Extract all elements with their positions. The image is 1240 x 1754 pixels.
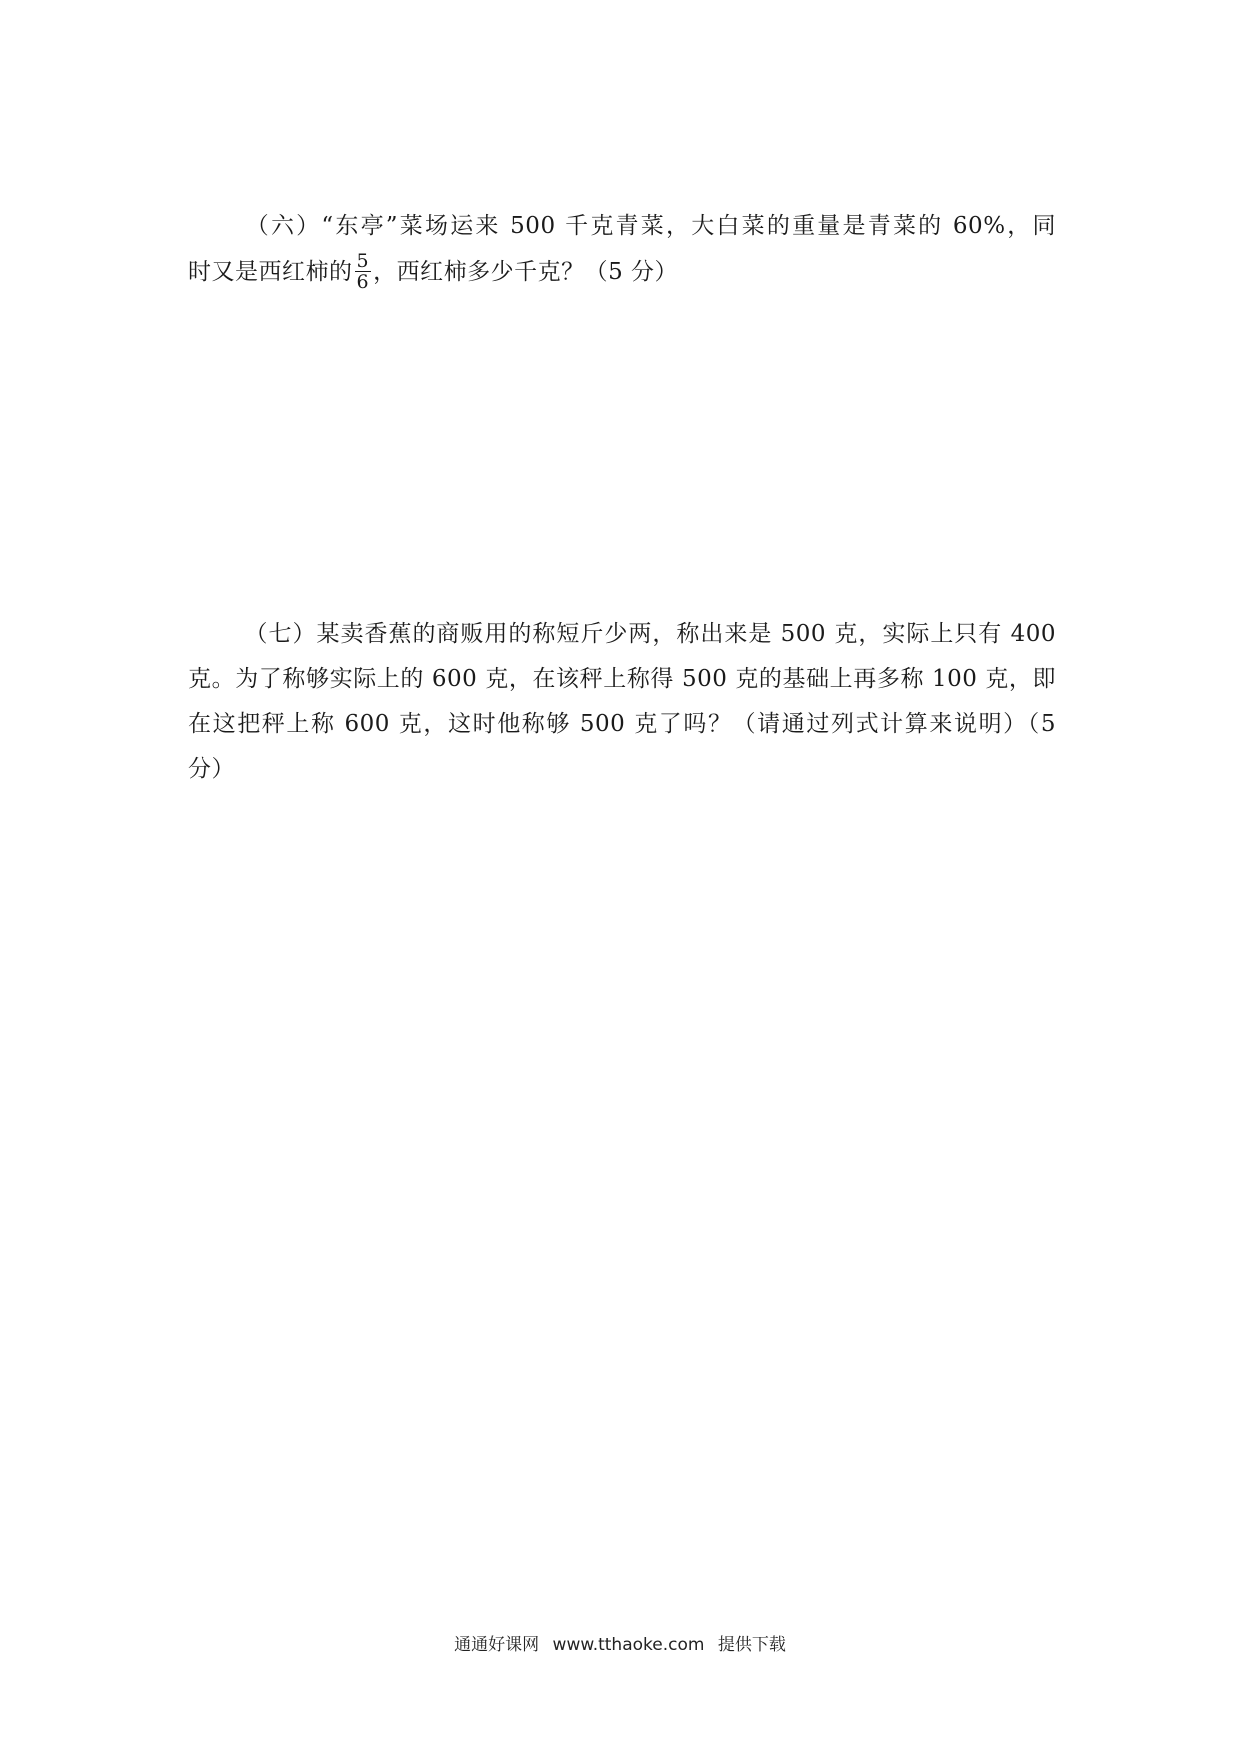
problem-7-line-3: 在这把秤上称 600 克，这时他称够 500 克了吗？（请通过列式计算来说明）（5 [188,711,1056,737]
footer-suffix: 提供下载 [717,1635,786,1655]
footer-site-name: 通通好课网 [454,1635,540,1655]
problem-6-line-2-start: 时又是西红柿的 [188,259,353,285]
problem-7 [188,612,1056,792]
problem-6 [188,203,1056,295]
fraction-numerator: 5 [356,249,370,272]
footer-url[interactable]: www.tthaoke.com [552,1635,705,1655]
fraction-denominator: 6 [356,270,370,293]
page-footer [0,1630,1240,1655]
fraction-five-sixths [355,251,372,292]
problem-6-line-2-end: ，西红柿多少千克？（5 分） [373,259,679,285]
problem-7-line-1: （七）某卖香蕉的商贩用的称短斤少两，称出来是 500 克，实际上只有 400 [244,621,1056,647]
problem-6-line-1: （六）“东亭”菜场运来 500 千克青菜，大白菜的重量是青菜的 60%，同 [244,213,1056,239]
problem-7-line-2: 克。为了称够实际上的 600 克，在该秤上称得 500 克的基础上再多称 100 克，即 [188,666,1056,692]
problem-7-line-4: 分） [188,756,235,782]
